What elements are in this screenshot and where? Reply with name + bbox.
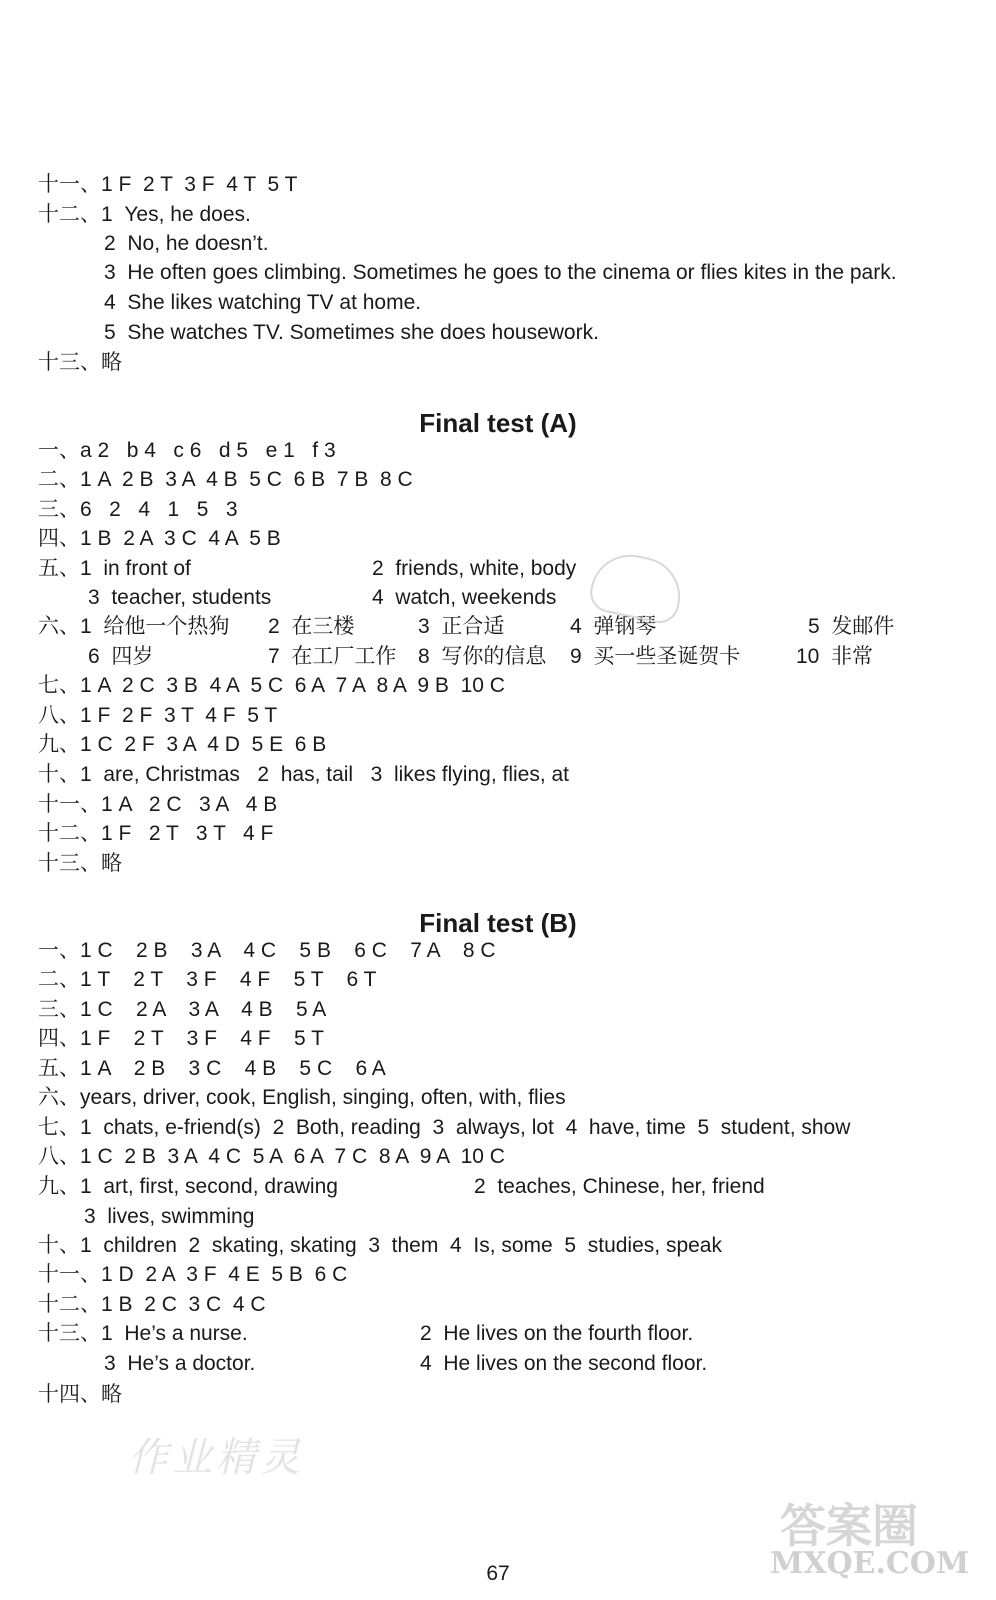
watermark-logo: 答案圈 (780, 1499, 918, 1553)
page-number: 67 (486, 1562, 510, 1585)
answer-line: 十、1 children 2 skating, skating 3 them 4 Is, some 5 studies, speak (38, 1234, 722, 1257)
answer-line: 2 在三楼 (268, 615, 355, 638)
answer-line: 4 He lives on the second floor. (420, 1352, 708, 1375)
answer-line: 九、1 art, first, second, drawing (38, 1175, 338, 1198)
answer-line: 4 弹钢琴 (570, 615, 657, 638)
section-title-final-test-b: Final test (B) (419, 908, 577, 938)
answer-line: 六、years, driver, cook, English, singing, often, with, flies (38, 1086, 566, 1109)
answer-line: 九、1 C 2 F 3 A 4 D 5 E 6 B (38, 733, 327, 756)
section-title-final-test-a: Final test (A) (419, 408, 577, 438)
answer-line: 十一、1 F 2 T 3 F 4 T 5 T (38, 173, 298, 196)
answer-line: 七、1 A 2 C 3 B 4 A 5 C 6 A 7 A 8 A 9 B 10 C (38, 674, 505, 697)
answer-line: 五、1 A 2 B 3 C 4 B 5 C 6 A (38, 1057, 386, 1080)
answer-line: 5 发邮件 (808, 615, 895, 638)
answer-line: 十一、1 A 2 C 3 A 4 B (38, 793, 278, 816)
answer-line: 3 He often goes climbing. Sometimes he goes to the cinema or flies kites in the park. (104, 261, 897, 284)
answer-line: 2 teaches, Chinese, her, friend (474, 1175, 765, 1198)
answer-line: 10 非常 (796, 645, 874, 668)
answer-line: 十二、1 B 2 C 3 C 4 C (38, 1293, 266, 1316)
answer-line: 七、1 chats, e-friend(s) 2 Both, reading 3 always, lot 4 have, time 5 student, show (38, 1116, 851, 1139)
answer-line: 十三、略 (38, 351, 122, 374)
answer-line: 六、1 给他一个热狗 (38, 615, 230, 638)
answer-line: 十、1 are, Christmas 2 has, tail 3 likes flying, flies, at (38, 763, 570, 786)
answer-line: 三、6 2 4 1 5 3 (38, 498, 238, 521)
answer-line: 四、1 F 2 T 3 F 4 F 5 T (38, 1027, 324, 1050)
answer-line: 3 teacher, students (88, 586, 272, 609)
answer-line: 6 四岁 (88, 645, 154, 668)
watermark-url: MXQE.COM (770, 1546, 970, 1581)
answer-line: 9 买一些圣诞贺卡 (570, 645, 741, 668)
answer-line: 十二、1 Yes, he does. (38, 203, 251, 226)
answer-line: 十四、略 (38, 1383, 122, 1406)
answer-line: 7 在工厂工作 (268, 645, 397, 668)
answer-line: 3 He’s a doctor. (104, 1352, 256, 1375)
answer-line: 二、1 T 2 T 3 F 4 F 5 T 6 T (38, 968, 377, 991)
answer-line: 五、1 in front of (38, 557, 191, 580)
answer-line: 三、1 C 2 A 3 A 4 B 5 A (38, 998, 327, 1021)
answer-line: 十三、1 He’s a nurse. (38, 1322, 248, 1345)
watermark-text: 作业精灵 (128, 1435, 304, 1481)
answer-line: 2 No, he doesn’t. (104, 232, 269, 255)
answer-line: 3 lives, swimming (84, 1205, 255, 1228)
answer-line: 8 写你的信息 (418, 645, 547, 668)
answer-line: 一、a 2 b 4 c 6 d 5 e 1 f 3 (38, 439, 336, 462)
answer-line: 十三、略 (38, 852, 122, 875)
answer-line: 3 正合适 (418, 615, 505, 638)
answer-line: 2 He lives on the fourth floor. (420, 1322, 694, 1345)
answer-line: 八、1 F 2 F 3 T 4 F 5 T (38, 704, 278, 727)
answer-line: 十一、1 D 2 A 3 F 4 E 5 B 6 C (38, 1263, 348, 1286)
answer-line: 4 She likes watching TV at home. (104, 291, 422, 314)
answer-line: 一、1 C 2 B 3 A 4 C 5 B 6 C 7 A 8 C (38, 939, 496, 962)
answer-line: 四、1 B 2 A 3 C 4 A 5 B (38, 527, 281, 550)
answer-line: 4 watch, weekends (372, 586, 557, 609)
answer-line: 5 She watches TV. Sometimes she does housework. (104, 321, 599, 344)
answer-line: 2 friends, white, body (372, 557, 577, 580)
answer-line: 八、1 C 2 B 3 A 4 C 5 A 6 A 7 C 8 A 9 A 10 C (38, 1145, 505, 1168)
answer-line: 十二、1 F 2 T 3 T 4 F (38, 822, 274, 845)
answer-line: 二、1 A 2 B 3 A 4 B 5 C 6 B 7 B 8 C (38, 468, 413, 491)
